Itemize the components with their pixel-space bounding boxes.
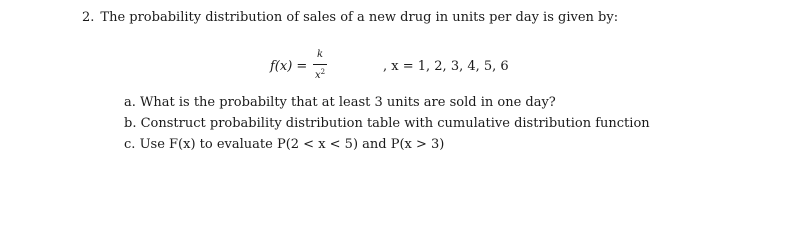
question-stem: The probability distribution of sales of a new drug in units per day is given by:: [100, 10, 619, 25]
denominator-exponent: 2: [320, 68, 326, 76]
sub-question-text: What is the probabilty that at least 3 units are sold in one day?: [140, 95, 556, 110]
sub-question-b: [124, 116, 650, 137]
fraction-denominator: [312, 66, 328, 82]
sub-question-label: b.: [124, 116, 137, 131]
denominator-variable: x: [314, 70, 321, 81]
question-line: [82, 10, 618, 26]
formula-domain: , x = 1, 2, 3, 4, 5, 6: [383, 59, 509, 74]
sub-question-list: [124, 95, 650, 158]
sub-question-a: [124, 95, 650, 116]
fraction-bar: [313, 64, 327, 65]
sub-question-text: Construct probability distribution table with cumulative distribution function: [140, 116, 650, 131]
question-number: 2.: [82, 10, 95, 25]
sub-question-label: a.: [124, 95, 136, 110]
fraction-numerator: k: [316, 49, 324, 60]
formula-fraction: [312, 49, 328, 81]
formula-lhs: f(x) =: [270, 59, 308, 74]
sub-question-text: Use F(x) to evaluate P(2 < x < 5) and P(x > 3): [139, 137, 445, 152]
sub-question-c: [124, 137, 650, 158]
sub-question-label: c.: [124, 137, 136, 152]
